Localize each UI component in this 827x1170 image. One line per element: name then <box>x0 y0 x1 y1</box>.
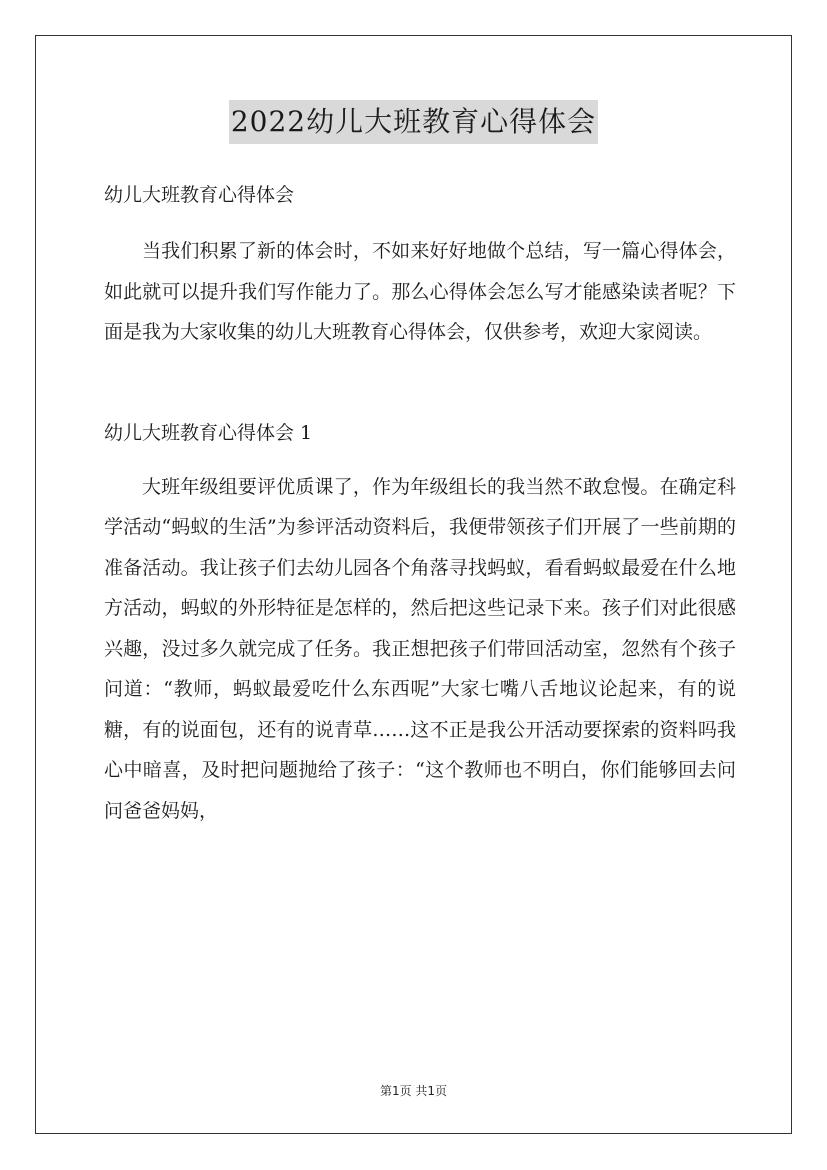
title-container <box>0 100 827 144</box>
section-heading: 幼儿大班教育心得体会 <box>104 184 295 206</box>
section-paragraph: 大班年级组要评优质课了，作为年级组长的我当然不敢怠慢。在确定科学活动“蚂蚁的生活”为参评活动资料后，我便带领孩子们开展了一些前期的准备活动。我让孩子们去幼儿园各个角落寻找蚂蚁，看看蚂蚁最爱在什么地方活动，蚂蚁的外形特征是怎样的，然后把这些记录下来。孩子们对此很感兴趣，没过多久就完成了任务。我正想把孩子们带回活动室，忽然有个孩子问道：“教师，蚂蚁最爱吃什么东西呢”大家七嘴八舌地议论起来，有的说糖，有的说面包，还有的说青草……这不正是我公开活动要探索的资料吗我心中暗喜，及时把问题抛给了孩子：“这个教师也不明白，你们能够回去问问爸爸妈妈， <box>104 475 736 822</box>
section-paragraph: 当我们积累了新的体会时，不如来好好地做个总结，写一篇心得体会，如此就可以提升我们写作能力了。那么心得体会怎么写才能感染读者呢？下面是我为大家收集的幼儿大班教育心得体会，仅供参考，欢迎大家阅读。 <box>104 240 736 343</box>
document-title: 2022幼儿大班教育心得体会 <box>229 100 598 144</box>
document-body <box>104 175 736 831</box>
section-heading: 幼儿大班教育心得体会 1 <box>104 421 313 444</box>
page-footer: 第1页 共1页 <box>379 1084 448 1098</box>
